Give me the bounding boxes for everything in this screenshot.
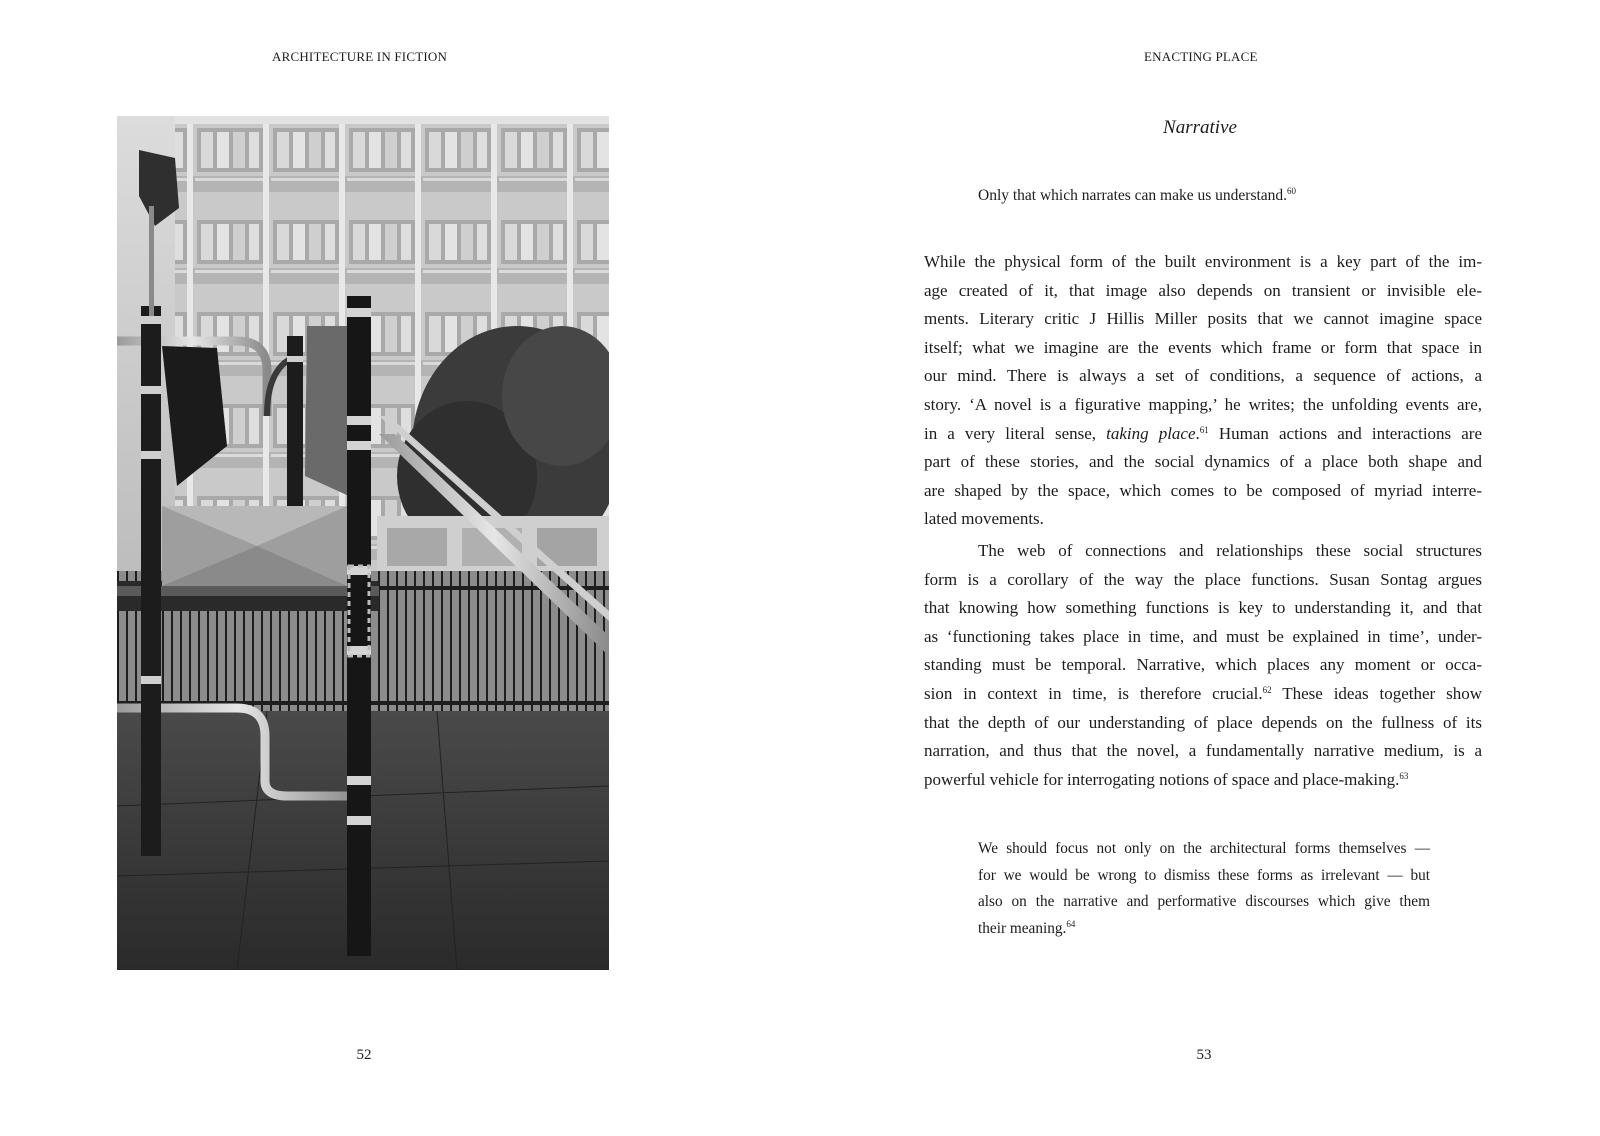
right-page — [800, 0, 1600, 1136]
section-title: Narrative — [1163, 117, 1237, 138]
quote-line: also on the narrative and performative discourses which give them — [978, 893, 1430, 910]
epigraph — [978, 187, 1378, 205]
paragraph-line: that knowing how something functions is key to understanding it, and that — [924, 598, 1482, 618]
text-run: in a very literal sense, — [924, 423, 1097, 443]
paragraph-line: age created of it, that image also depends on transient or invisible ele- — [924, 280, 1482, 300]
paragraph-line: narration, and thus that the novel, a fundamentally narrative medium, is a — [924, 741, 1482, 761]
text-run: . — [1195, 423, 1200, 443]
text-run: their meaning. — [978, 919, 1067, 937]
block-quote — [978, 836, 1430, 942]
text-run: These ideas together show — [1282, 683, 1482, 703]
quote-line: We should focus not only on the architectural forms themselves — — [978, 840, 1430, 857]
quote-line: for we would be wrong to dismiss these forms as irrelevant — but — [978, 866, 1430, 884]
text-run: sion in context in time, is therefore crucial. — [924, 683, 1263, 703]
paragraph-line: itself; what we imagine are the events which frame or form that space in — [924, 337, 1482, 357]
epigraph-text: Only that which narrates can make us understand. — [978, 187, 1288, 204]
text-run: powerful vehicle for interrogating notions of space and place-making. — [924, 769, 1400, 789]
paragraph-line: our mind. There is always a set of conditions, a sequence of actions, a — [924, 366, 1482, 386]
body-text — [924, 248, 1482, 794]
paragraph-line: that the depth of our understanding of place depends on the fullness of its — [924, 712, 1482, 732]
footnote-ref: 60 — [1287, 186, 1297, 196]
paragraph-line: as ‘functioning takes place in time, and must be explained in time’, under- — [924, 626, 1482, 646]
paragraph-line: story. ‘A novel is a figurative mapping,’ he writes; the unfolding events are, — [924, 394, 1482, 414]
paragraph-line: lated movements. — [924, 509, 1044, 529]
running-head-left: ARCHITECTURE IN FICTION — [272, 49, 448, 64]
footnote-ref: 62 — [1262, 684, 1272, 695]
paragraph-line — [924, 766, 1482, 795]
paragraph-line: The web of connections and relationships these social structures — [978, 540, 1482, 560]
paragraph-line — [924, 420, 1482, 449]
paragraph-line: part of these stories, and the social dynamics of a place both shape and — [924, 452, 1482, 472]
paragraph-line: While the physical form of the built environment is a key part of the im- — [924, 252, 1482, 271]
paragraph-line: ments. Literary critic J Hillis Miller posits that we cannot imagine space — [924, 309, 1482, 329]
quote-line — [978, 916, 1430, 943]
text-run: Human actions and interactions are — [1218, 423, 1482, 443]
paragraph-line: standing must be temporal. Narrative, which places any moment or occa- — [924, 655, 1482, 675]
page-number-right: 53 — [1196, 1047, 1212, 1063]
playground-photo — [117, 116, 609, 970]
paragraph-line: are shaped by the space, which comes to be composed of myriad interre- — [924, 480, 1482, 500]
italic-phrase: taking place — [1106, 423, 1196, 443]
paragraph-line — [924, 680, 1482, 709]
footnote-ref: 63 — [1399, 770, 1409, 781]
footnote-ref: 61 — [1199, 424, 1209, 435]
paragraph-line: form is a corollary of the way the place functions. Susan Sontag argues — [924, 569, 1482, 589]
page-number-left: 52 — [356, 1047, 372, 1063]
running-head-right: ENACTING PLACE — [1144, 49, 1258, 64]
footnote-ref: 64 — [1066, 918, 1076, 929]
